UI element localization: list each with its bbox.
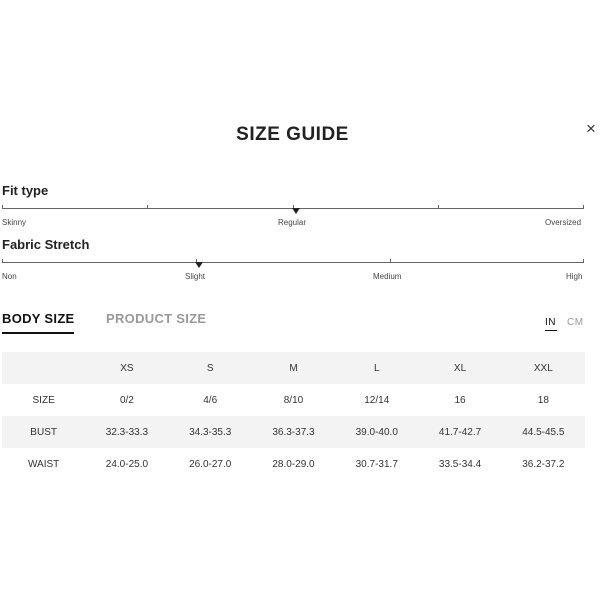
fit-option-skinny: Skinny <box>2 218 27 227</box>
table-cell: 24.0-25.0 <box>105 458 149 470</box>
table-cell: 12/14 <box>364 394 390 406</box>
table-corner-cell <box>2 352 85 384</box>
size-table <box>2 352 585 480</box>
table-row <box>2 416 585 448</box>
fit-type-marker-icon <box>292 208 300 214</box>
row-label: WAIST <box>27 458 60 470</box>
unit-cm-toggle[interactable]: CM <box>567 317 584 328</box>
table-cell: 16 <box>454 394 466 406</box>
table-cell: 34.3-35.3 <box>169 416 252 448</box>
table-cell: 32.3-33.3 <box>85 416 168 448</box>
table-cell: 28.0-29.0 <box>272 458 315 470</box>
stretch-option-non: Non <box>2 272 17 281</box>
column-header: XL <box>418 352 501 384</box>
fabric-stretch-marker-icon <box>195 262 203 268</box>
column-header: S <box>169 352 252 384</box>
scale-tick <box>438 205 439 209</box>
scale-tick <box>2 259 3 263</box>
modal-title: SIZE GUIDE <box>236 124 349 145</box>
active-unit-indicator <box>545 330 557 331</box>
table-cell: 36.2-37.2 <box>522 458 565 470</box>
table-cell: 26.0-27.0 <box>189 458 232 470</box>
column-header: XS <box>85 352 168 384</box>
table-cell: 39.0-40.0 <box>335 416 418 448</box>
table-cell: 44.5-45.5 <box>502 416 585 448</box>
unit-in-toggle[interactable]: IN <box>545 317 556 328</box>
stretch-option-medium: Medium <box>373 272 402 281</box>
stretch-option-slight: Slight <box>185 272 206 281</box>
active-tab-indicator <box>2 332 74 334</box>
table-cell: 8/10 <box>283 394 304 406</box>
table-cell: 18 <box>537 394 549 406</box>
table-cell: 36.3-37.3 <box>252 416 335 448</box>
tab-body-size[interactable]: BODY SIZE <box>2 311 75 326</box>
close-icon[interactable]: × <box>586 119 596 138</box>
table-cell: 33.5-34.4 <box>438 458 482 470</box>
scale-tick <box>2 205 3 209</box>
fit-type-label: Fit type <box>2 183 49 198</box>
column-header: M <box>252 352 335 384</box>
column-header: XXL <box>502 352 585 384</box>
table-cell: 4/6 <box>203 394 218 406</box>
row-label: BUST <box>2 416 85 448</box>
table-row <box>2 448 585 480</box>
fabric-stretch-scale <box>2 262 584 263</box>
fit-option-oversized: Oversized <box>545 218 582 227</box>
fabric-stretch-label: Fabric Stretch <box>2 237 90 252</box>
scale-tick <box>147 205 148 209</box>
scale-tick <box>583 205 584 209</box>
fit-option-regular: Regular <box>278 218 307 227</box>
stretch-option-high: High <box>566 272 583 281</box>
table-cell: 30.7-31.7 <box>355 458 398 470</box>
scale-tick <box>583 259 584 263</box>
fit-type-scale <box>2 208 584 209</box>
table-cell: 0/2 <box>119 394 134 406</box>
table-header-row <box>2 352 585 384</box>
column-header: L <box>335 352 418 384</box>
table-cell: 41.7-42.7 <box>418 416 501 448</box>
row-label: SIZE <box>32 394 55 406</box>
scale-tick <box>390 259 391 263</box>
table-row <box>2 384 585 416</box>
tab-product-size[interactable]: PRODUCT SIZE <box>106 311 207 326</box>
